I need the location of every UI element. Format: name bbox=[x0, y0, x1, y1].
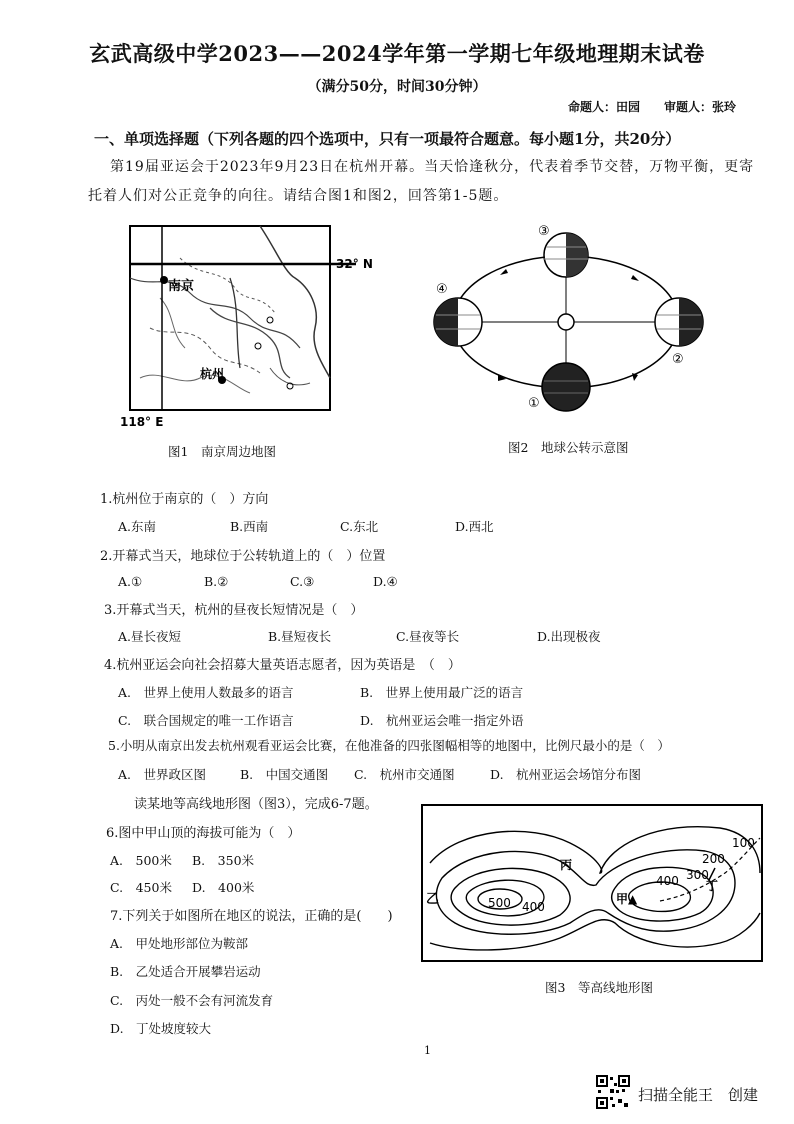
sun-icon bbox=[546, 303, 586, 341]
exam-title: 玄武高级中学2023——2024学年第一学期七年级地理期末试卷 bbox=[89, 41, 705, 66]
point-bing-label: 丙 bbox=[560, 858, 573, 872]
q5-option-c[interactable]: C. 杭州市交通图 bbox=[354, 767, 455, 782]
earth-position-2-icon bbox=[655, 298, 703, 346]
intro-line-2: 托着人们对公正竞争的向往。请结合图1和图2，回答第1-5题。 bbox=[88, 188, 509, 204]
q2-option-a[interactable]: A.① bbox=[118, 574, 143, 589]
figure1-map bbox=[110, 218, 400, 433]
q1-option-d[interactable]: D.西北 bbox=[455, 519, 494, 534]
q1-option-b[interactable]: B.西南 bbox=[230, 519, 269, 534]
earth-position-4-icon bbox=[434, 298, 482, 346]
point-jia-label: 甲▲ bbox=[616, 892, 638, 906]
q5-option-b[interactable]: B. 中国交通图 bbox=[240, 767, 329, 782]
q2-option-b[interactable]: B.② bbox=[204, 574, 229, 589]
figure2-caption: 图2 地球公转示意图 bbox=[508, 440, 629, 455]
contour-label-100: 100 bbox=[732, 836, 755, 850]
position-2-label: ② bbox=[672, 352, 684, 367]
contour-label-200: 200 bbox=[702, 852, 725, 866]
q1-option-c[interactable]: C.东北 bbox=[340, 519, 379, 534]
nanjing-dot-icon bbox=[160, 276, 168, 284]
hangzhou-label: 杭州 bbox=[200, 367, 225, 381]
question-7-stem: 7.下列关于如图所在地区的说法，正确的是( ) bbox=[110, 909, 393, 924]
contour-label-500: 500 bbox=[488, 896, 511, 910]
figure3-contour-map bbox=[420, 803, 765, 963]
q3-option-c[interactable]: C.昼夜等长 bbox=[396, 629, 460, 644]
q2-option-d[interactable]: D.④ bbox=[373, 574, 398, 589]
q6-option-d[interactable]: D. 400米 bbox=[192, 880, 255, 895]
position-1-label: ① bbox=[528, 396, 540, 411]
q1-option-a[interactable]: A.东南 bbox=[118, 519, 157, 534]
point-yi-label: 乙 bbox=[426, 892, 440, 907]
q3-option-a[interactable]: A.昼长夜短 bbox=[118, 629, 182, 644]
nanjing-label: 南京 bbox=[168, 279, 195, 294]
figure2-orbit-diagram bbox=[428, 215, 713, 415]
question-6-stem: 6.图中甲山顶的海拔可能为（ ） bbox=[106, 826, 301, 841]
question-2-stem: 2.开幕式当天，地球位于公转轨道上的（ ）位置 bbox=[100, 549, 386, 564]
page-number: 1 bbox=[424, 1044, 431, 1057]
question-5-stem: 5.小明从南京出发去杭州观看亚运会比赛，在他准备的四张图幅相等的地图中，比例尺最小的是（ ） bbox=[108, 738, 670, 753]
q6-option-c[interactable]: C. 450米 bbox=[110, 880, 172, 895]
q7-option-c[interactable]: C. 丙处一般不会有河流发育 bbox=[110, 993, 274, 1008]
q4-option-d[interactable]: D. 杭州亚运会唯一指定外语 bbox=[360, 713, 524, 728]
figure1-caption: 图1 南京周边地图 bbox=[168, 444, 276, 459]
q4-option-c[interactable]: C. 联合国规定的唯一工作语言 bbox=[118, 713, 294, 728]
q4-option-b[interactable]: B. 世界上使用最广泛的语言 bbox=[360, 685, 524, 700]
q6-option-a[interactable]: A. 500米 bbox=[110, 853, 172, 868]
q5-option-d[interactable]: D. 杭州亚运会场馆分布图 bbox=[490, 767, 642, 782]
q7-option-d[interactable]: D. 丁处坡度较大 bbox=[110, 1021, 212, 1036]
question-4-stem: 4.杭州亚运会向社会招募大量英语志愿者，因为英语是 （ ） bbox=[104, 658, 461, 673]
figure3-caption: 图3 等高线地形图 bbox=[545, 980, 653, 995]
contour-label-400-right: 400 bbox=[656, 874, 679, 888]
exam-subtitle: （满分50分，时间30分钟） bbox=[307, 79, 487, 95]
q5-option-a[interactable]: A. 世界政区图 bbox=[118, 767, 207, 782]
intro-line-1: 第19届亚运会于2023年9月23日在杭州开幕。当天恰逢秋分，代表着季节交替，万物平衡，更寄 bbox=[110, 159, 755, 175]
q7-option-b[interactable]: B. 乙处适合开展攀岩运动 bbox=[110, 964, 261, 979]
q3-option-b[interactable]: B.昼短夜长 bbox=[268, 629, 332, 644]
contour-label-400-left: 400 bbox=[522, 900, 545, 914]
scanner-watermark: 扫描全能王 创建 bbox=[638, 1086, 759, 1104]
position-3-label: ③ bbox=[538, 224, 550, 239]
position-4-label: ④ bbox=[436, 282, 448, 297]
earth-position-3-icon bbox=[544, 233, 588, 277]
q2-option-c[interactable]: C.③ bbox=[290, 574, 315, 589]
section-heading: 一、单项选择题（下列各题的四个选项中，只有一项最符合题意。每小题1分，共20分） bbox=[94, 130, 681, 148]
latitude-label: 32° N bbox=[336, 257, 373, 271]
question-1-stem: 1.杭州位于南京的（ ）方向 bbox=[100, 492, 269, 507]
longitude-label: 118° E bbox=[120, 415, 164, 429]
q4-option-a[interactable]: A. 世界上使用人数最多的语言 bbox=[118, 685, 294, 700]
contour-label-300: 300 bbox=[686, 868, 709, 882]
point-ding-label: 丁 bbox=[706, 879, 719, 893]
q3-option-d[interactable]: D.出现极夜 bbox=[537, 629, 601, 644]
earth-position-1-icon bbox=[542, 363, 590, 411]
authors-line: 命题人：田园 审题人：张玲 bbox=[568, 100, 737, 114]
q7-option-a[interactable]: A. 甲处地形部位为鞍部 bbox=[110, 936, 249, 951]
qr-code-icon bbox=[596, 1075, 630, 1109]
read-figure3-instruction: 读某地等高线地形图（图3），完成6-7题。 bbox=[134, 797, 378, 812]
question-3-stem: 3.开幕式当天，杭州的昼夜长短情况是（ ） bbox=[104, 603, 364, 618]
q6-option-b[interactable]: B. 350米 bbox=[192, 853, 255, 868]
